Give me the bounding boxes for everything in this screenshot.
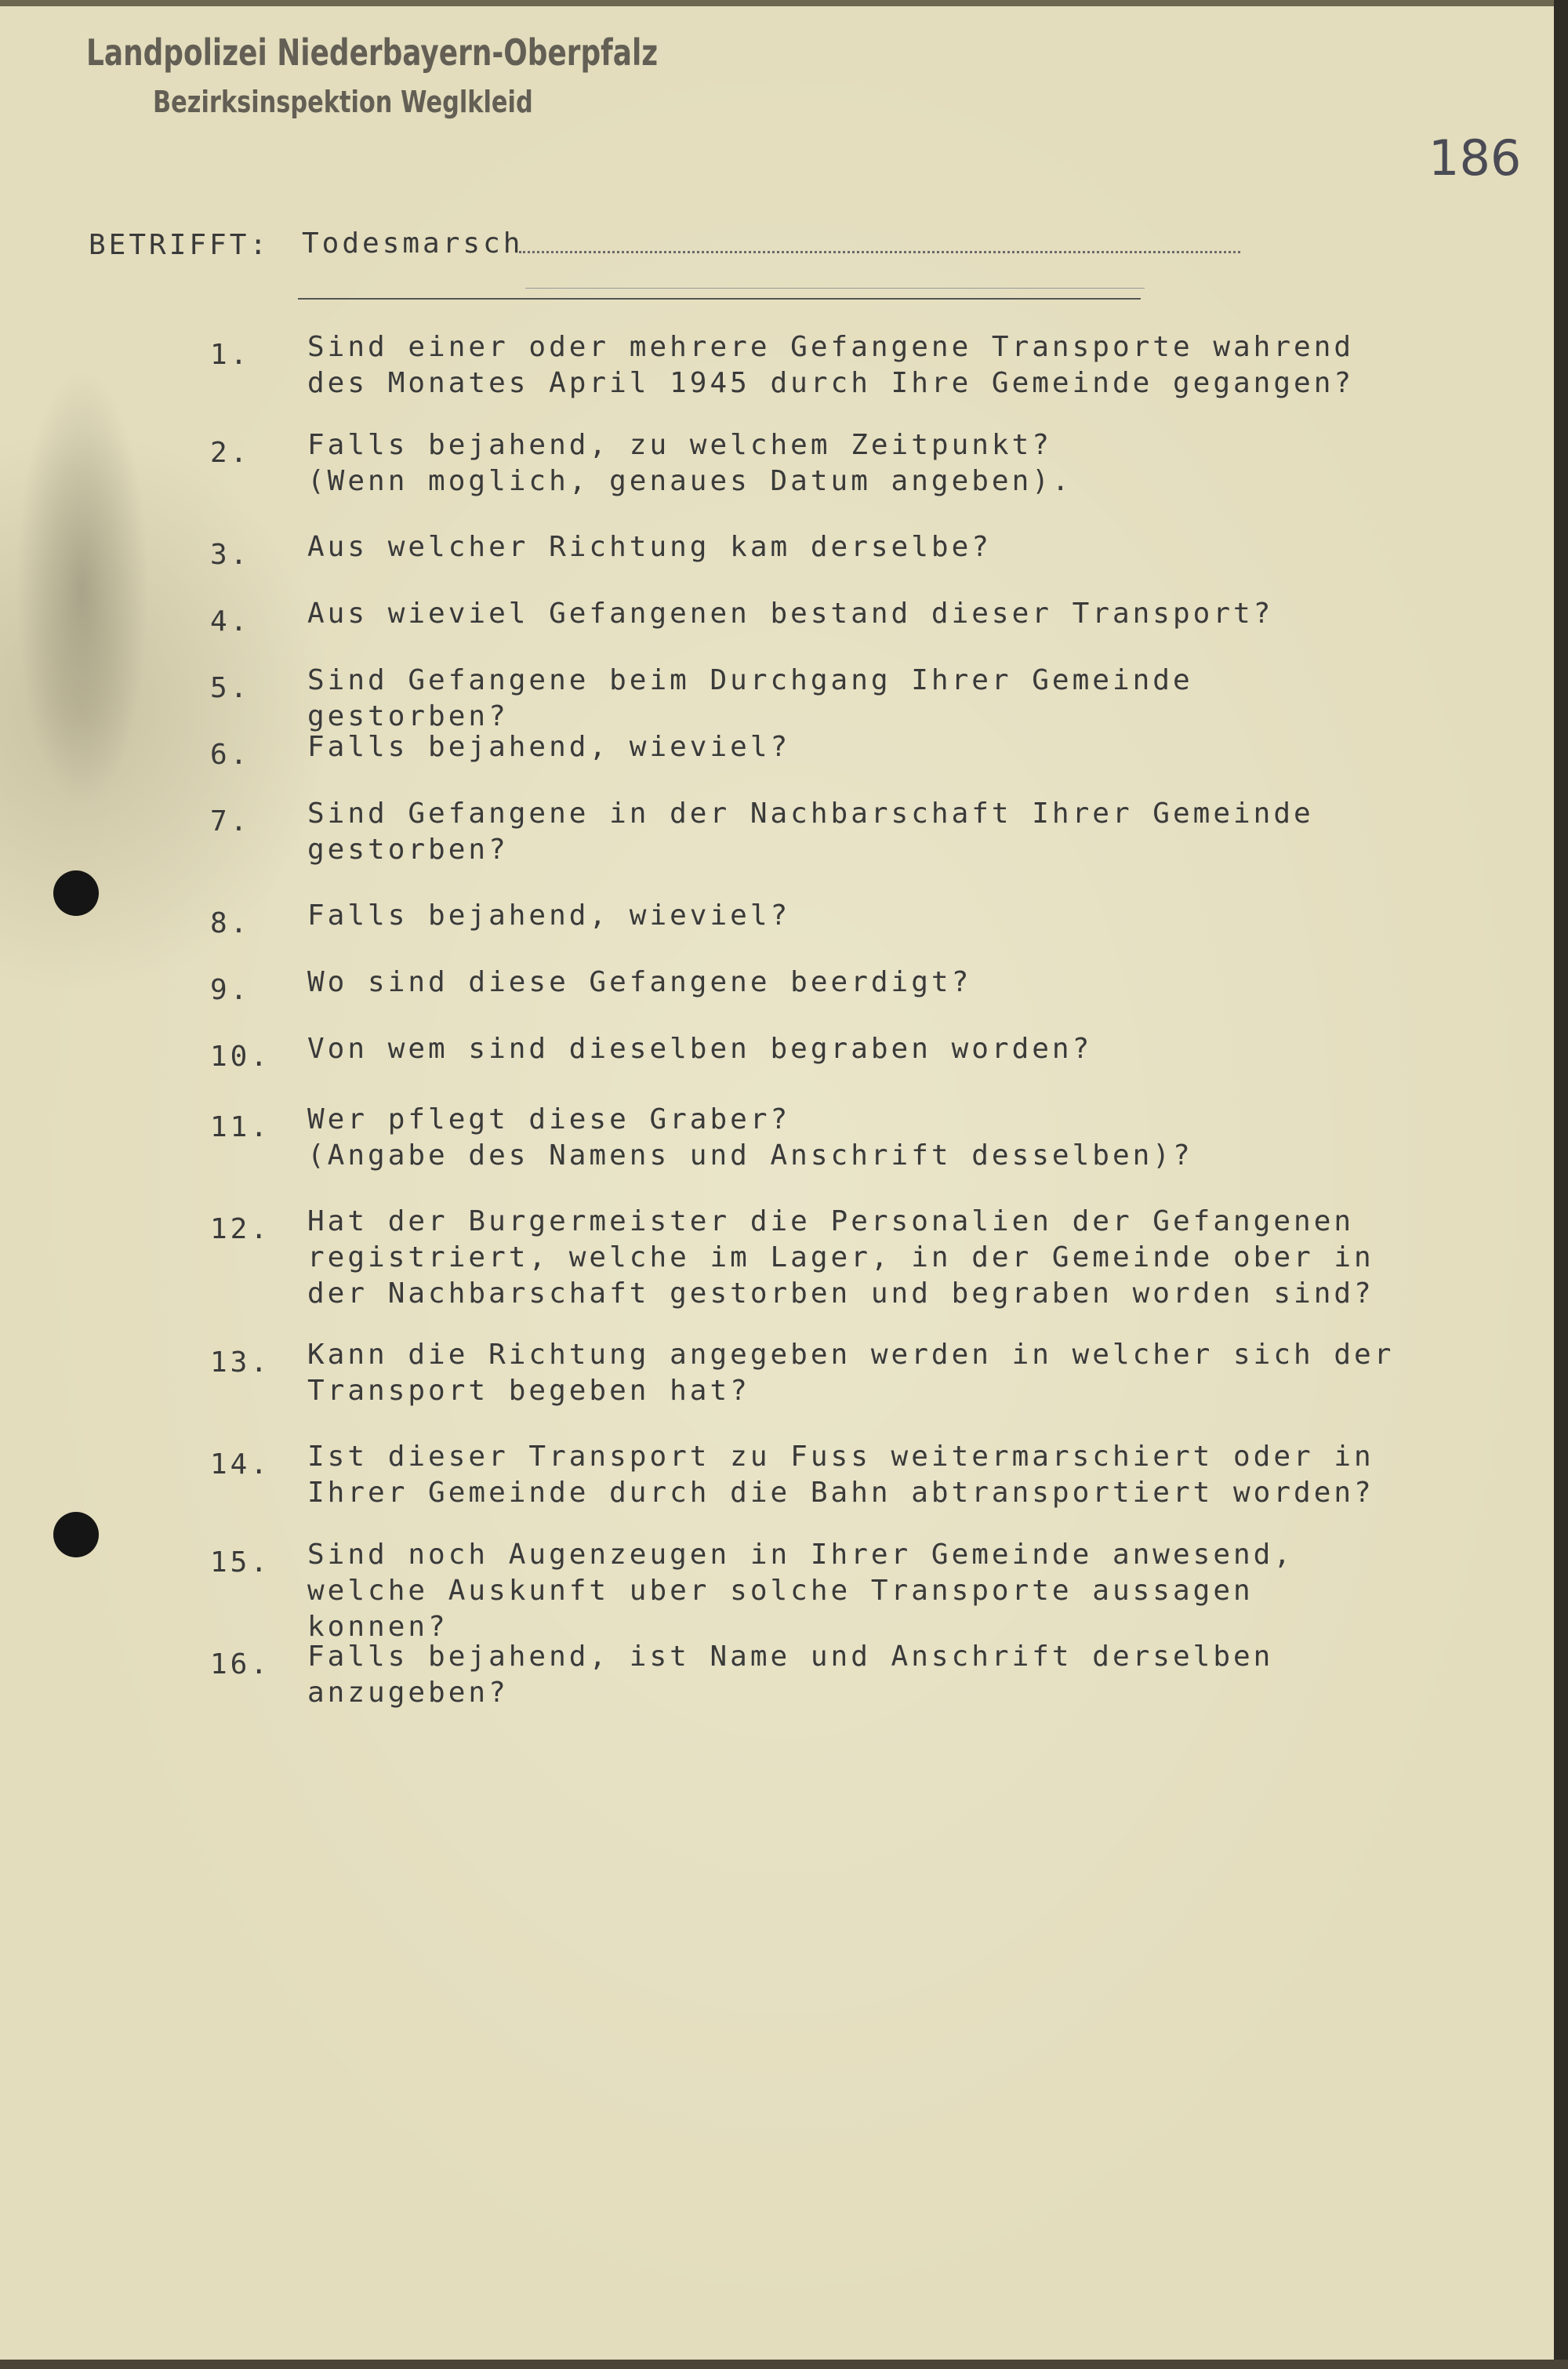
question-line: Sind Gefangene in der Nachbarschaft Ihrer Gemeinde [307,798,1314,830]
paper-smudge [16,369,149,808]
question-line: Falls bejahend, zu welchem Zeitpunkt? [307,429,1052,461]
question-text [307,1537,1405,1643]
question-line: Aus wieviel Gefangenen bestand dieser Transport? [307,598,1274,630]
question-text [307,529,1405,565]
question-line: gestorben? [307,834,509,866]
question-number: 2. [210,437,251,469]
question-line: Sind noch Augenzeugen in Ihrer Gemeinde anwesend, [307,1539,1294,1571]
question-text [307,663,1405,732]
page-bottom-edge [0,2360,1568,2369]
question-line: Ihrer Gemeinde durch die Bahn abtransportiert worden? [307,1477,1374,1509]
question-text [307,1204,1405,1312]
question-number: 4. [210,605,251,638]
question-line: (Angabe des Namens und Anschrift desselben)? [307,1139,1193,1172]
question-line: Aus welcher Richtung kam derselbe? [307,531,992,563]
question-line: Falls bejahend, ist Name und Anschrift derselben [307,1640,1274,1673]
question-text [307,898,1405,934]
question-line: Falls bejahend, wieviel? [307,899,791,932]
question-text [307,1102,1405,1174]
stamp-inspection: Bezirksinspektion Weglkleid [153,85,533,119]
question-line: Hat der Burgermeister die Personalien der Gefangenen [307,1205,1355,1237]
question-number: 9. [210,974,251,1006]
question-line: (Wenn moglich, genaues Datum angeben). [307,465,1073,497]
question-number: 14. [210,1448,271,1481]
question-text [307,427,1405,500]
question-number: 3. [210,539,251,571]
question-number: 5. [210,672,251,704]
question-line: Wer pflegt diese Graber? [307,1103,791,1135]
question-text [307,596,1405,632]
question-line: der Nachbarschaft gestorben und begraben worden sind? [307,1277,1374,1310]
question-text [307,1031,1405,1067]
question-text [307,1639,1405,1711]
question-number: 16. [210,1648,271,1680]
question-text [307,796,1405,868]
question-line: Von wem sind dieselben begraben worden? [307,1033,1093,1065]
question-text [307,1439,1405,1511]
page-top-edge [0,0,1568,6]
question-line: welche Auskunft uber solche Transporte aussagen konnen? [307,1575,1254,1643]
subject-label: BETRIFFT: [89,229,270,261]
question-number: 10. [210,1041,271,1073]
punch-hole [53,1512,99,1557]
subject-underline [298,298,1141,300]
punch-hole [53,870,99,916]
question-line: registriert, welche im Lager, in der Gemeinde ober in [307,1241,1374,1274]
question-number: 11. [210,1111,271,1143]
question-line: anzugeben? [307,1677,509,1709]
question-number: 12. [210,1213,271,1245]
page-right-edge [1554,0,1568,2369]
stamp-authority: Landpolizei Niederbayern-Oberpfalz [86,31,659,74]
question-text [307,965,1405,1001]
question-text [307,1337,1405,1409]
question-number: 15. [210,1546,271,1579]
subject-value: Todesmarsch [302,227,524,260]
question-line: Sind einer oder mehrere Gefangene Transporte wahrend [307,331,1355,363]
question-line: Sind Gefangene beim Durchgang Ihrer Gemeinde gestorben? [307,664,1193,732]
question-line: des Monates April 1945 durch Ihre Gemeinde gegangen? [307,367,1355,399]
subject-dotted-line [519,251,1240,253]
question-number: 7. [210,805,251,838]
question-line: Transport begeben hat? [307,1375,750,1407]
question-number: 6. [210,739,251,771]
subject-underline-faint [525,288,1145,289]
question-line: Ist dieser Transport zu Fuss weitermarschiert oder in [307,1441,1374,1473]
question-text [307,729,1405,765]
question-number: 13. [210,1346,271,1379]
question-line: Wo sind diese Gefangene beerdigt? [307,966,972,998]
question-line: Falls bejahend, wieviel? [307,731,791,763]
question-number: 1. [210,339,251,371]
question-text [307,329,1405,401]
question-line: Kann die Richtung angegeben werden in welcher sich der [307,1339,1395,1371]
question-number: 8. [210,907,251,939]
page-number: 186 [1428,129,1522,187]
